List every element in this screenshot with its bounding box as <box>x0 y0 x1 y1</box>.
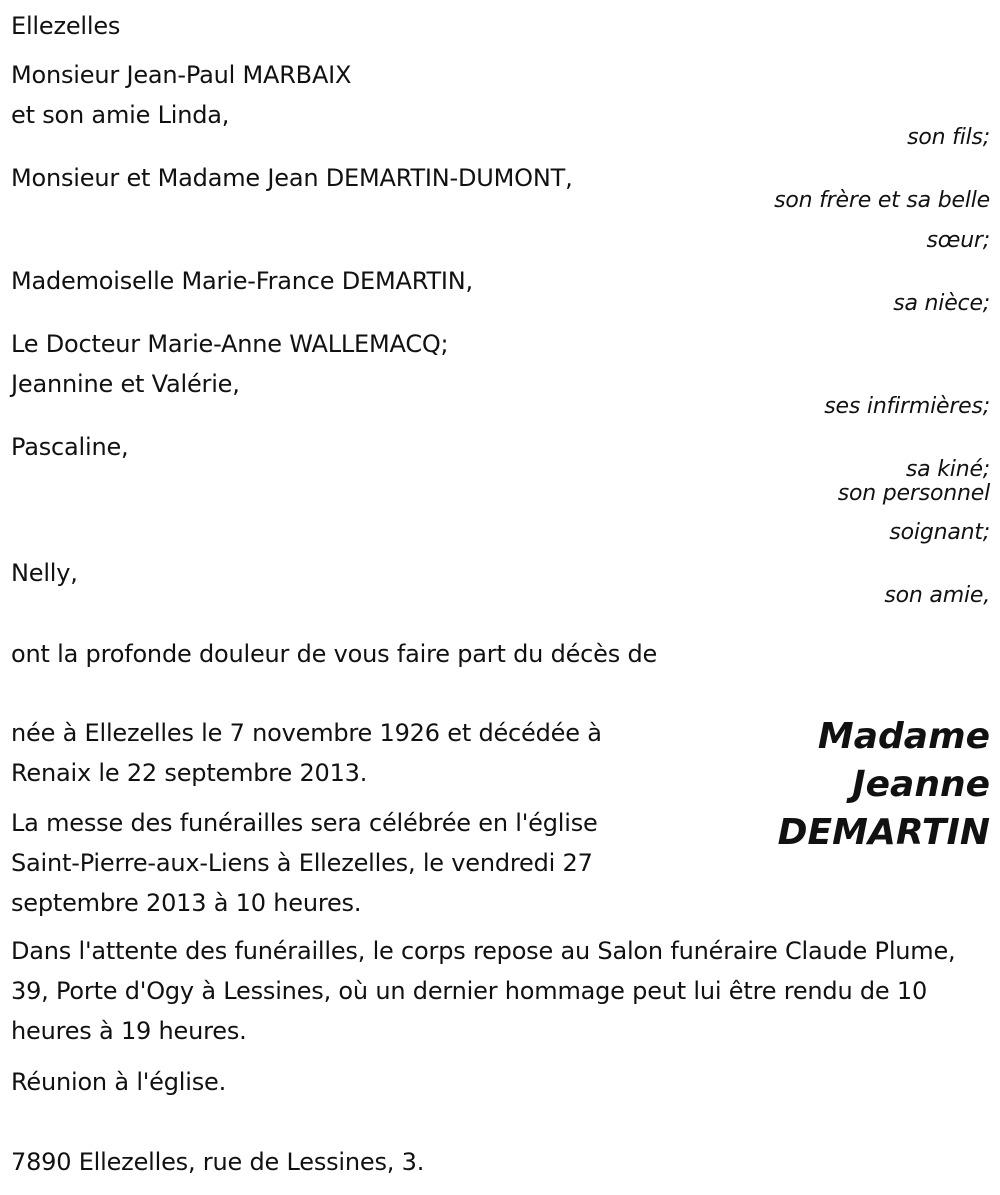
announcement-text: ont la profonde douleur de vous faire part du décès de <box>11 640 658 668</box>
mourner-brother: Monsieur et Madame Jean DEMARTIN-DUMONT, <box>11 164 573 192</box>
birth-death-line1: née à Ellezelles le 7 novembre 1926 et décédée à <box>11 719 602 747</box>
mourner-son-name: Monsieur Jean-Paul MARBAIX <box>11 61 352 89</box>
relation-son: son fils; <box>907 125 990 150</box>
reunion-text: Réunion à l'église. <box>11 1068 227 1096</box>
relation-brother-line2: sœur; <box>926 228 990 253</box>
deceased-name-last: DEMARTIN <box>777 812 990 853</box>
mourner-son-partner: et son amie Linda, <box>11 101 230 129</box>
mass-line1: La messe des funérailles sera célébrée en l'église <box>11 809 598 837</box>
deceased-name <box>730 713 990 857</box>
birth-death-line2: Renaix le 22 septembre 2013. <box>11 759 368 787</box>
deceased-name-title: Madame <box>817 716 990 757</box>
viewing-paragraph: Dans l'attente des funérailles, le corps repose au Salon funéraire Claude Plume, 39, Porte d'Ogy à Lessines, où un dernier hommage peut lui être rendu de 10 heures à 19 heures. <box>11 937 956 1045</box>
relation-staff-line1: son personnel <box>837 481 990 506</box>
relation-nurses: ses infirmières; <box>824 394 990 419</box>
mourner-friend: Nelly, <box>11 559 78 587</box>
mourner-niece: Mademoiselle Marie-France DEMARTIN, <box>11 267 473 295</box>
relation-brother-line1: son frère et sa belle <box>774 188 990 213</box>
relation-niece: sa nièce; <box>893 291 990 316</box>
mass-line2: Saint-Pierre-aux-Liens à Ellezelles, le vendredi 27 <box>11 849 593 877</box>
mourner-physio: Pascaline, <box>11 433 129 461</box>
mourner-doctor: Le Docteur Marie-Anne WALLEMACQ; <box>11 330 449 358</box>
place-heading: Ellezelles <box>11 12 121 40</box>
mass-line3: septembre 2013 à 10 heures. <box>11 889 362 917</box>
relation-staff-line2: soignant; <box>889 520 990 545</box>
relation-physio: sa kiné; <box>905 457 990 482</box>
mourner-nurses: Jeannine et Valérie, <box>11 370 240 398</box>
relation-friend: son amie, <box>884 583 990 608</box>
address-text: 7890 Ellezelles, rue de Lessines, 3. <box>11 1148 425 1176</box>
deceased-name-first: Jeanne <box>852 764 990 805</box>
